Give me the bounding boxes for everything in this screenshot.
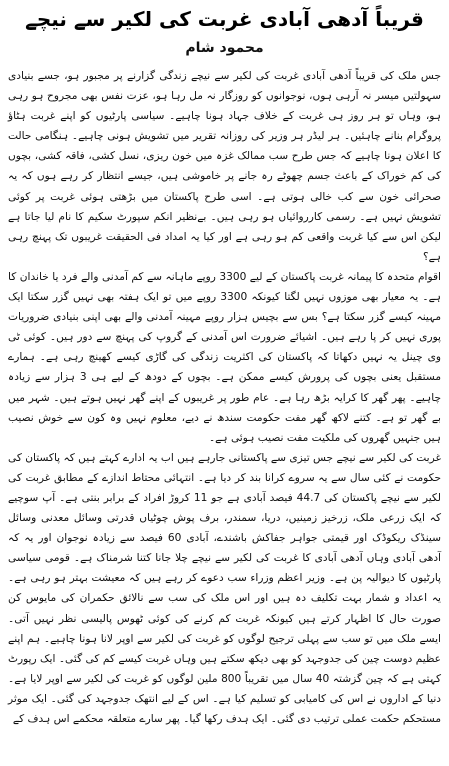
headline: قریباً آدھی آبادی غربت کی لکیر سے نیچے	[25, 7, 424, 31]
author-byline: محمود شام	[185, 40, 264, 56]
article-paragraph-3: غربت کی لکیر سے نیچے جس تیزی سے پاکستانی جارہے ہیں اب یہ ادارے کہتے ہیں کہ پاکستان کی حکومت نے کئی سال سے یہ سروے کرانا بند کر دیا ہے۔ انتہائی محتاط اندازے کے مطابق غربت کی لکیر سے نیچے پاکستان کی 44.7 فیصد آبادی ہے جو 11 کروڑ افراد کے برابر بنتی ہے۔ آپ سوچیے کہ ایک زرعی ملک، زرخیز زمینیں، دریا، سمندر، برف پوش چوٹیاں قدرتی وسائل معدنی وسائل سینڈک ریکوڈک اور قیمتی جواہر جفاکش باشندے، آبادی 60 فیصد سے زیادہ نوجوان اور یہ کہ آدھی آبادی وہاں آدھی آبادی کا غربت کی لکیر سے نیچے چلا جانا کتنا شرمناک ہے۔ قومی سیاسی پارٹیوں کا دیوالیہ پن ہے۔ وزیر اعظم وزراء سب دعوے کر رہے ہیں کہ معیشت بہتر ہو رہی ہے۔ یہ اعداد و شمار بہت تکلیف دہ ہیں اور اس ملک کی سب سے نالائق حکمران کی مایوس کن صورت حال کا اظہار کرتے ہیں کیونکہ غربت کم کرنے کی کوئی ٹھوس پالیسی نظر نہیں آتی۔ ایسے ملک میں تو سب سے پہلی ترجیح لوگوں کو غربت کی لکیر سے اوپر لانا ہونا چاہیے۔ ہم اپنے عظیم دوست چین کی جدوجہد کو بھی دیکھ سکتے ہیں وہاں غربت کیسے کم کی گئی۔ ایک رپورٹ کہتی ہے کہ چین گزشتہ 40 سال میں تقریباً 800 ملین لوگوں کو غربت کی لکیر سے اوپر لایا ہے۔ دنیا کے اداروں نے اس کی کامیابی کو تسلیم کیا ہے۔ اس کے لیے انتھک جدوجہد کی گئی۔ ایک موثر مستحکم حکمت عملی ترتیب دی گئی۔ ایک ہدف رکھا گیا۔ پھر سارے متعلقہ محکمے اس ہدف کے	[8, 451, 441, 725]
article-paragraph-1: جس ملک کی قریباً آدھی آبادی غربت کی لکیر سے نیچے زندگی گزارنے پر مجبور ہو، جسے بنیادی سہولتیں میسر نہ آرہی ہوں، نوجوانوں کو روزگار نہ مل رہا ہو، عزت نفس بھی مجروح ہو رہی ہو، وہاں تو ہر روز ہی غربت کے خلاف جہاد ہونا چاہیے۔ سیاسی پارٹیوں کو اپنے غربت ہٹاؤ پروگرام بنانے چاہئیں۔ ہر لیڈر ہر وزیر کی روزانہ تقریر میں تشویش ہونی چاہیے۔ ہنگامی حالت کا اعلان ہونا چاہیے کہ جس طرح سب ممالک غزہ میں خون ریزی، نسل کشی، فاقہ کشی، بچوں کی کم خوراک کے باعث جسم چھوٹے رہ جانے پر خاموشی ہیں، جیسے انتظار کر رہے ہوں کہ یہ صحرائی خون سے کب خالی ہوتی ہے۔ اسی طرح پاکستان میں بڑھتی ہوئی غربت پر کوئی تشویش نہیں ہے۔ رسمی کارروائیاں ہو رہی ہیں۔ بےنظیر انکم سپورٹ سکیم کا نام لیا جاتا ہے لیکن اس سے کیا غربت واقعی کم ہو رہی ہے اور کیا یہ امداد فی الحقیقت غریبوں تک پہنچ رہی ہے؟	[8, 70, 441, 263]
article	[8, 4, 441, 729]
article-paragraph-2: اقوام متحدہ کا پیمانہ غربت پاکستان کے لیے 3300 روپے ماہانہ سے کم آمدنی والے فرد یا خاندان کا ہے۔ یہ معیار بھی موزوں نہیں لگتا کیونکہ 3300 روپے میں تو ایک ہفتہ بھی نہیں گزر سکتا ایک مہینہ کیسے گزر سکتا ہے؟ بس سے بچیس ہزار روپے مہینہ آمدنی والے بھی اپنی بنیادی ضروریات پوری نہیں کر پا رہے ہیں۔ اشیائے ضرورت اس آمدنی کے گروپ کی پہنچ سے دور ہیں۔ کوئی ٹی وی چینل یہ نہیں دکھاتا کہ پاکستان کی اکثریت زندگی کی گاڑی کیسے کھینچ رہی ہے۔ ہمارے مستقبل یعنی بچوں کی پرورش کیسے ممکن ہے۔ بچوں کے دودھ کے لیے ہی 3 ہزار سے زیادہ چاہیے۔ پھر گھر کا کرایہ بڑھ رہا ہے۔ عام طور پر غریبوں کے اپنے گھر نہیں ہوتے ہیں۔ شہر میں بے گھر تو ہے۔ کتنے لاکھ گھر مفت حکومت سندھ نے دیے، معلوم نہیں وہ کون سے خوش نصیب ہیں جنہیں گھروں کی ملکیت مفت نصیب ہوئی ہے۔	[8, 270, 441, 444]
